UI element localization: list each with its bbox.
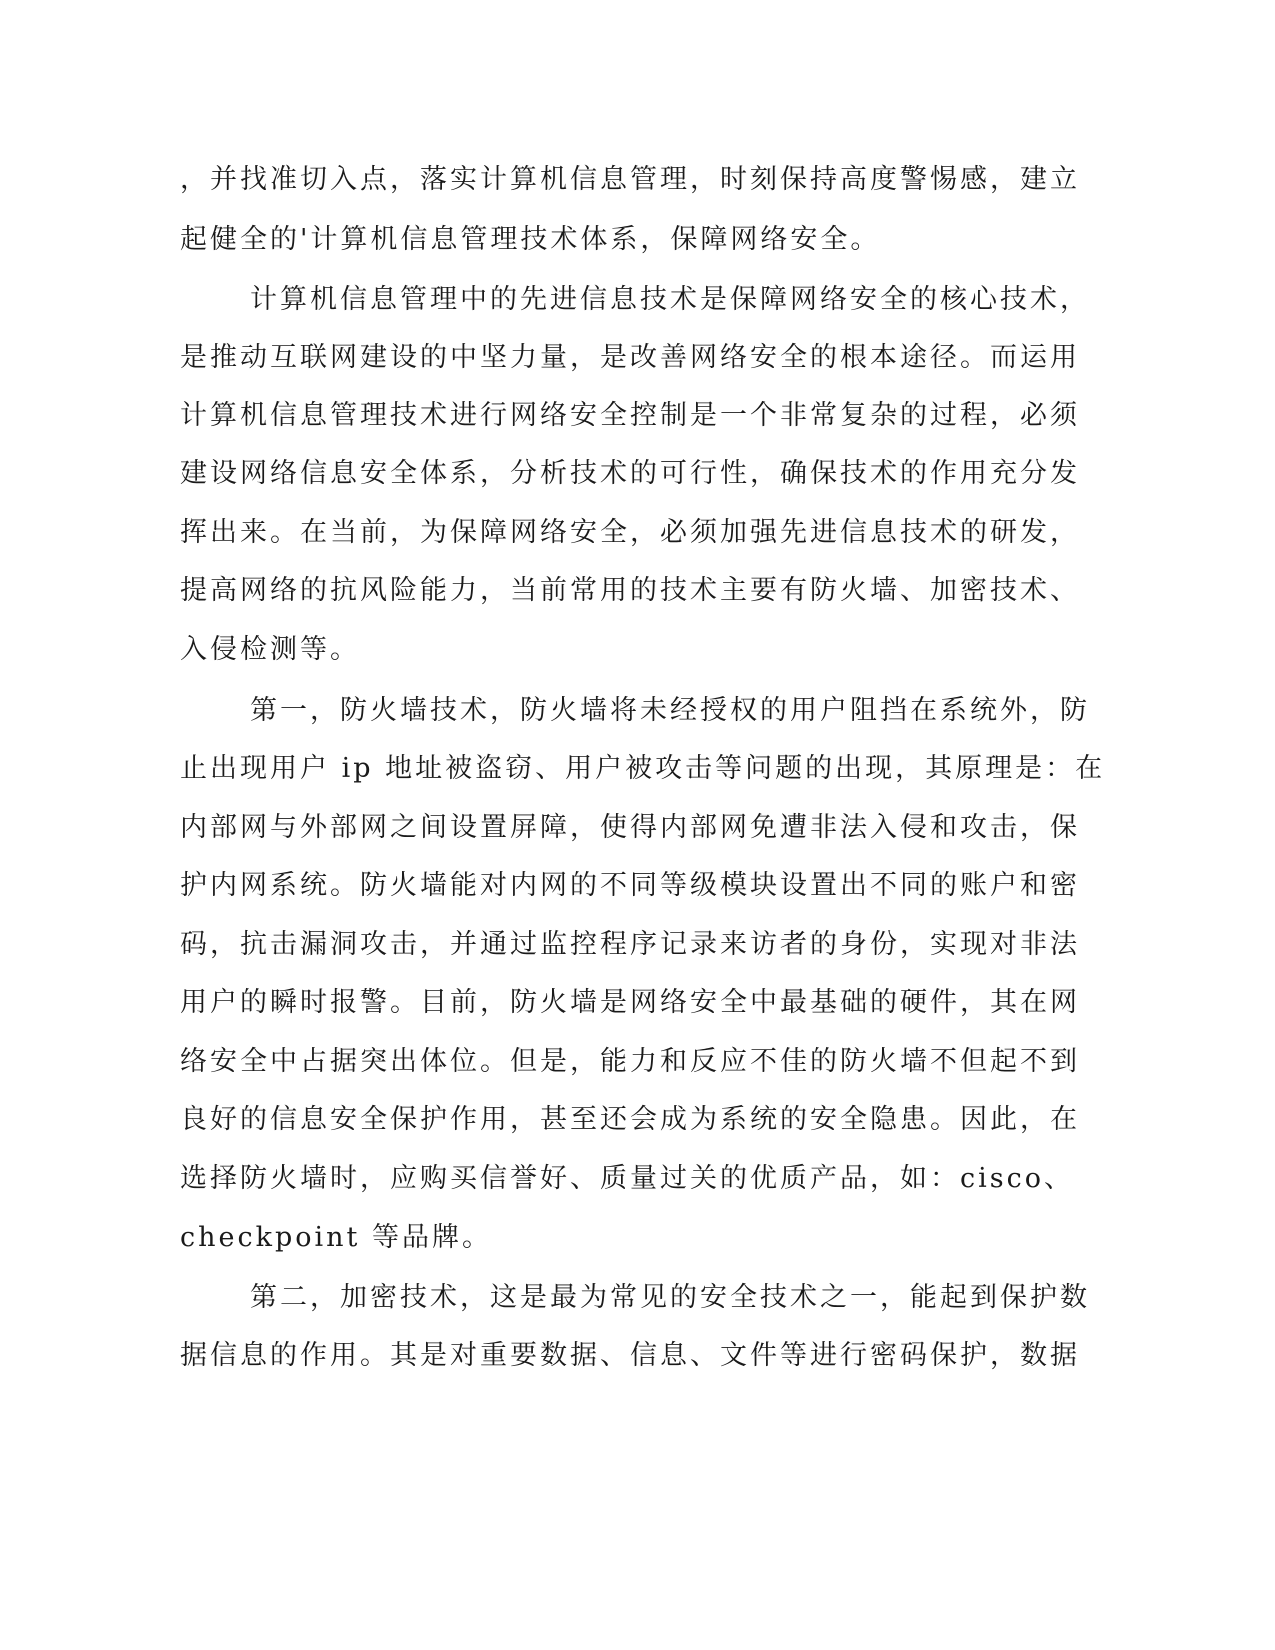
paragraph-start-line: 第二，加密技术，这是最为常见的安全技术之一，能起到保护数 (250, 1282, 1090, 1313)
text-line: 起健全的'计算机信息管理技术体系，保障网络安全。 (180, 224, 881, 255)
text-line: 内部网与外部网之间设置屏障，使得内部网免遭非法入侵和攻击，保 (180, 812, 1080, 843)
text-line: 码，抗击漏洞攻击，并通过监控程序记录来访者的身份，实现对非法 (180, 929, 1080, 960)
text-line: 止出现用户 ip 地址被盗窃、用户被攻击等问题的出现，其原理是：在 (180, 753, 1106, 784)
text-line: 是推动互联网建设的中坚力量，是改善网络安全的根本途径。而运用 (180, 342, 1080, 373)
text-line: 良好的信息安全保护作用，甚至还会成为系统的安全隐患。因此，在 (180, 1104, 1080, 1135)
text-line: 提高网络的抗风险能力，当前常用的技术主要有防火墙、加密技术、 (180, 575, 1080, 606)
text-line: 用户的瞬时报警。目前，防火墙是网络安全中最基础的硬件，其在网 (180, 987, 1080, 1018)
text-line: 据信息的作用。其是对重要数据、信息、文件等进行密码保护，数据 (180, 1340, 1080, 1371)
paragraph-start-line: 计算机信息管理中的先进信息技术是保障网络安全的核心技术， (250, 284, 1090, 315)
text-line: 建设网络信息安全体系，分析技术的可行性，确保技术的作用充分发 (180, 458, 1080, 489)
text-line: 挥出来。在当前，为保障网络安全，必须加强先进信息技术的研发， (180, 517, 1080, 548)
paragraph-start-line: 第一，防火墙技术，防火墙将未经授权的用户阻挡在系统外，防 (250, 695, 1090, 726)
text-line: 络安全中占据突出体位。但是，能力和反应不佳的防火墙不但起不到 (180, 1046, 1080, 1077)
text-line: 选择防火墙时，应购买信誉好、质量过关的优质产品，如：cisco、 (180, 1163, 1074, 1194)
text-line: 护内网系统。防火墙能对内网的不同等级模块设置出不同的账户和密 (180, 870, 1080, 901)
text-line: checkpoint 等品牌。 (180, 1222, 492, 1253)
text-line: 入侵检测等。 (180, 634, 360, 665)
text-line: ，并找准切入点，落实计算机信息管理，时刻保持高度警惕感，建立 (180, 164, 1080, 195)
text-line: 计算机信息管理技术进行网络安全控制是一个非常复杂的过程，必须 (180, 400, 1080, 431)
